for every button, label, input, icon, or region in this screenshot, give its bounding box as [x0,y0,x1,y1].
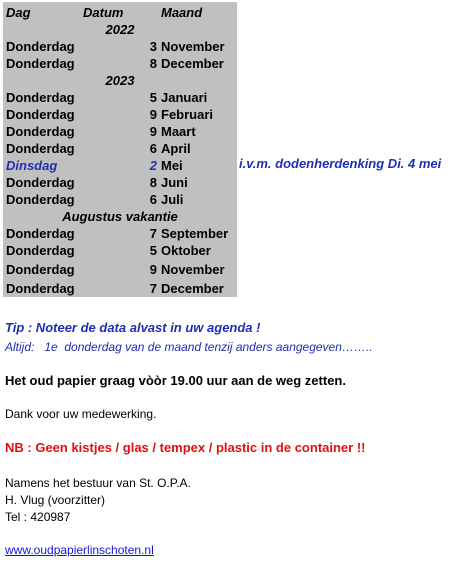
row-num: 9 [149,107,157,122]
row-day: Donderdag [6,226,75,241]
table-row [3,225,237,242]
year-2022: 2022 [105,22,135,37]
row-num: 6 [149,141,157,156]
table-row [3,242,237,259]
row-num: 9 [149,124,157,139]
row-day: Donderdag [6,141,75,156]
table-row [3,89,237,106]
vacation-row [3,208,237,225]
row-num: 6 [149,192,157,207]
tip-text: Tip : Noteer de data alvast in uw agenda ! [5,320,261,335]
row-num: 2 [149,158,157,173]
nb-warning: NB : Geen kistjes / glas / tempex / plastic in de container !! [5,440,366,455]
signature-block [5,475,191,526]
row-day: Donderdag [6,90,75,105]
vacation-label: Augustus vakantie [62,209,178,224]
table-row [3,280,237,297]
table-row-highlighted [3,157,237,174]
table-row [3,140,237,157]
row-num: 5 [149,243,157,258]
row-month: November [161,262,225,277]
row-num: 7 [149,281,157,296]
schedule-table [3,2,237,297]
row-num: 7 [149,226,157,241]
table-row [3,191,237,208]
table-header [3,4,237,21]
table-row [3,55,237,72]
row-day: Donderdag [6,262,75,277]
header-maand: Maand [161,5,203,20]
row-month: November [161,39,225,54]
year-2023: 2023 [105,73,135,88]
dodenherdenking-note: i.v.m. dodenherdenking Di. 4 mei [239,156,442,171]
row-day: Donderdag [6,107,75,122]
signature-line: H. Vlug (voorzitter) [5,493,106,507]
header-dag: Dag [6,5,31,20]
signature-line: Namens het bestuur van St. O.P.A. [5,476,191,490]
table-row [3,174,237,191]
row-day: Donderdag [6,56,75,71]
row-month: Mei [161,158,183,173]
row-month: Januari [161,90,208,105]
row-num: 9 [149,262,157,277]
row-month: December [161,56,224,71]
phone-line: Tel : 420987 [5,510,71,524]
row-day: Donderdag [6,175,75,190]
table-row [3,123,237,140]
website-link[interactable]: www.oudpapierlinschoten.nl [5,543,154,557]
row-day: Donderdag [6,281,75,296]
row-day: Donderdag [6,243,75,258]
thanks-text: Dank voor uw medewerking. [5,407,157,421]
row-month: April [161,141,191,156]
row-month: Februari [161,107,214,122]
row-month: Oktober [161,243,211,258]
row-num: 8 [149,56,157,71]
oud-papier-instruction: Het oud papier graag vòòr 19.00 uur aan de weg zetten. [5,373,346,388]
year-row [3,21,237,38]
altijd-text: Altijd: 1e donderdag van de maand tenzij anders aangegeven…….. [5,340,373,354]
row-num: 3 [149,39,157,54]
table-row [3,106,237,123]
year-row [3,72,237,89]
row-month: Juli [161,192,184,207]
table-row [3,261,237,278]
row-month: Juni [161,175,188,190]
row-day: Donderdag [6,192,75,207]
row-num: 8 [149,175,157,190]
row-month: December [161,281,224,296]
row-day: Donderdag [6,124,75,139]
row-month: Maart [161,124,196,139]
row-day: Dinsdag [6,158,58,173]
row-day: Donderdag [6,39,75,54]
row-num: 5 [149,90,157,105]
header-datum: Datum [83,5,124,20]
table-row [3,38,237,55]
row-month: September [161,226,229,241]
